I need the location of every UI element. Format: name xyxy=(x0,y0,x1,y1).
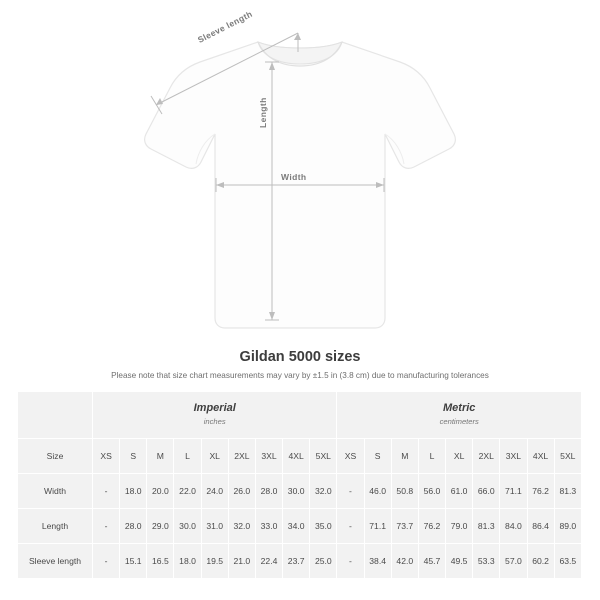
measurement-cell: 16.5 xyxy=(147,544,174,579)
measurement-cell: 24.0 xyxy=(201,474,228,509)
row-label: Sleeve length xyxy=(18,544,93,579)
measurement-cell: 61.0 xyxy=(446,474,473,509)
measurement-cell: 46.0 xyxy=(364,474,391,509)
row-label: Length xyxy=(18,509,93,544)
measurement-cell: 34.0 xyxy=(283,509,310,544)
table-system-header-row xyxy=(18,392,582,439)
size-header-cell: S xyxy=(120,439,147,474)
size-header-cell: XS xyxy=(93,439,120,474)
measurement-cell: 15.1 xyxy=(120,544,147,579)
blank-corner-cell xyxy=(18,392,93,439)
measurement-cell: 35.0 xyxy=(310,509,337,544)
tolerance-note: Please note that size chart measurements may vary by ±1.5 in (3.8 cm) due to manufacturing tolerances xyxy=(111,371,489,380)
measurement-cell: 45.7 xyxy=(418,544,445,579)
chart-header xyxy=(0,349,600,380)
measurement-cell: 32.0 xyxy=(228,509,255,544)
measurement-cell: 30.0 xyxy=(283,474,310,509)
size-chart-table-wrapper xyxy=(18,392,582,579)
measurement-cell: 84.0 xyxy=(500,509,527,544)
measurement-cell: 57.0 xyxy=(500,544,527,579)
measurement-cell: 38.4 xyxy=(364,544,391,579)
measurement-cell: 76.2 xyxy=(527,474,554,509)
length-label: Length xyxy=(258,97,268,128)
table-row xyxy=(18,474,582,509)
measurement-cell: 18.0 xyxy=(174,544,201,579)
size-header-cell: 5XL xyxy=(554,439,581,474)
system-name: Metric xyxy=(443,402,476,415)
measurement-cell: 86.4 xyxy=(527,509,554,544)
size-header-cell: XL xyxy=(446,439,473,474)
measurement-cell: 29.0 xyxy=(147,509,174,544)
measurement-cell: 76.2 xyxy=(418,509,445,544)
measurement-cell: 66.0 xyxy=(473,474,500,509)
measurement-cell: 22.4 xyxy=(255,544,282,579)
measurement-cell: 32.0 xyxy=(310,474,337,509)
measurement-cell: 33.0 xyxy=(255,509,282,544)
measurement-cell: 28.0 xyxy=(255,474,282,509)
measurement-cell: - xyxy=(337,474,364,509)
measurement-cell: 25.0 xyxy=(310,544,337,579)
measurement-cell: - xyxy=(337,544,364,579)
measurement-cell: 79.0 xyxy=(446,509,473,544)
measurement-cell: 31.0 xyxy=(201,509,228,544)
table-row xyxy=(18,544,582,579)
size-header-cell: 3XL xyxy=(500,439,527,474)
size-header-cell: 3XL xyxy=(255,439,282,474)
measurement-cell: 56.0 xyxy=(418,474,445,509)
measurement-cell: 89.0 xyxy=(554,509,581,544)
system-header-imperial xyxy=(93,392,337,439)
measurement-cell: 19.5 xyxy=(201,544,228,579)
size-header-cell: M xyxy=(391,439,418,474)
system-name: Imperial xyxy=(193,402,236,415)
measurement-cell: 20.0 xyxy=(147,474,174,509)
measurement-cell: 63.5 xyxy=(554,544,581,579)
size-header-cell: 2XL xyxy=(473,439,500,474)
measurement-cell: 22.0 xyxy=(174,474,201,509)
size-header-cell: XS xyxy=(337,439,364,474)
measurement-cell: 42.0 xyxy=(391,544,418,579)
page-title: Gildan 5000 sizes xyxy=(239,349,361,365)
size-header-cell: 5XL xyxy=(310,439,337,474)
system-header-metric xyxy=(337,392,582,439)
measurement-cell: - xyxy=(93,509,120,544)
measurement-cell: - xyxy=(93,544,120,579)
size-header-cell: L xyxy=(174,439,201,474)
measurement-cell: 18.0 xyxy=(120,474,147,509)
measurement-cell: 81.3 xyxy=(554,474,581,509)
table-size-header-row xyxy=(18,439,582,474)
size-column-header: Size xyxy=(18,439,93,474)
table-row xyxy=(18,509,582,544)
width-label: Width xyxy=(281,172,307,182)
row-label: Width xyxy=(18,474,93,509)
measurement-cell: 49.5 xyxy=(446,544,473,579)
size-header-cell: L xyxy=(418,439,445,474)
measurement-cell: 50.8 xyxy=(391,474,418,509)
size-chart-table xyxy=(18,392,582,579)
measurement-cell: 81.3 xyxy=(473,509,500,544)
measurement-cell: 53.3 xyxy=(473,544,500,579)
measurement-cell: - xyxy=(337,509,364,544)
measurement-cell: 71.1 xyxy=(500,474,527,509)
measurement-cell: 71.1 xyxy=(364,509,391,544)
size-header-cell: M xyxy=(147,439,174,474)
size-header-cell: S xyxy=(364,439,391,474)
system-unit: centimeters xyxy=(439,417,479,427)
measurement-cell: 73.7 xyxy=(391,509,418,544)
size-header-cell: XL xyxy=(201,439,228,474)
size-header-cell: 4XL xyxy=(527,439,554,474)
size-header-cell: 2XL xyxy=(228,439,255,474)
measurement-cell: 23.7 xyxy=(283,544,310,579)
sleeve-length-label: Sleeve length xyxy=(196,8,255,45)
size-header-cell: 4XL xyxy=(283,439,310,474)
system-unit: inches xyxy=(203,417,226,427)
measurement-cell: 28.0 xyxy=(120,509,147,544)
measurement-cell: 26.0 xyxy=(228,474,255,509)
measurement-cell: 30.0 xyxy=(174,509,201,544)
measurement-cell: - xyxy=(93,474,120,509)
measurement-cell: 21.0 xyxy=(228,544,255,579)
measurement-cell: 60.2 xyxy=(527,544,554,579)
